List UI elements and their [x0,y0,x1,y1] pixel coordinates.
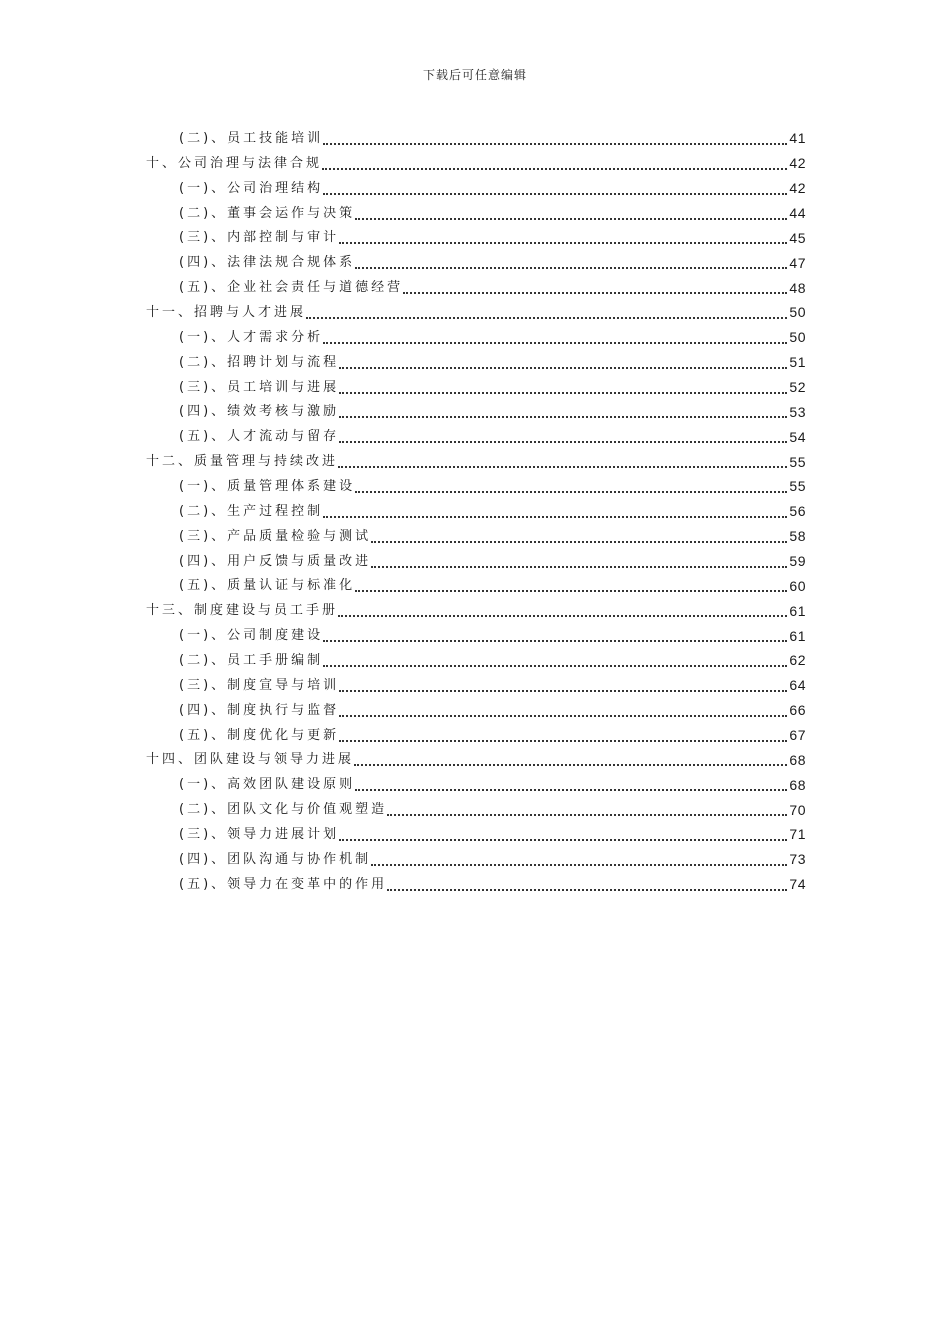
toc-section-entry[interactable] [146,474,806,499]
toc-entry-label: (一)、高效团队建设原则 [179,777,356,793]
toc-page-number: 64 [789,677,806,694]
toc-section-entry[interactable] [146,698,806,723]
toc-dot-leader [339,241,787,244]
toc-entry-label: (五)、企业社会责任与道德经营 [179,280,404,296]
toc-dot-leader [387,888,787,891]
toc-section-entry[interactable] [146,847,806,872]
table-of-contents [146,126,806,897]
toc-page-number: 55 [789,453,806,470]
toc-dot-leader [338,465,787,468]
toc-dot-leader [339,440,787,443]
toc-section-entry[interactable] [146,549,806,574]
toc-page-number: 67 [789,727,806,744]
toc-dot-leader [323,639,787,642]
toc-dot-leader [339,689,787,692]
toc-entry-label: (二)、员工手册编制 [179,652,324,668]
toc-entry-label: 十二、质量管理与持续改进 [146,454,339,470]
toc-section-entry[interactable] [146,250,806,275]
toc-page-number: 68 [789,751,806,768]
toc-entry-label: (二)、生产过程控制 [179,503,324,519]
toc-section-entry[interactable] [146,225,806,250]
toc-section-entry[interactable] [146,822,806,847]
toc-section-entry[interactable] [146,723,806,748]
toc-entry-label: 十、公司治理与法律合规 [146,155,323,171]
toc-page-number: 62 [789,652,806,669]
toc-entry-label: (三)、领导力进展计划 [179,826,340,842]
toc-dot-leader [355,589,787,592]
toc-section-entry[interactable] [146,126,806,151]
toc-page-number: 73 [789,851,806,868]
toc-entry-label: (二)、董事会运作与决策 [179,205,356,221]
toc-chapter-entry[interactable] [146,300,806,325]
toc-dot-leader [323,192,787,195]
toc-dot-leader [403,291,787,294]
toc-dot-leader [354,763,787,766]
toc-dot-leader [339,391,787,394]
toc-dot-leader [355,788,787,791]
toc-dot-leader [322,167,787,170]
toc-page-number: 48 [789,279,806,296]
toc-page-number: 42 [789,155,806,172]
toc-dot-leader [339,366,787,369]
toc-page-number: 71 [789,826,806,843]
toc-page-number: 58 [789,528,806,545]
toc-dot-leader [323,664,787,667]
toc-page-number: 61 [789,602,806,619]
toc-section-entry[interactable] [146,375,806,400]
toc-dot-leader [355,266,787,269]
toc-entry-label: (一)、公司制度建设 [179,628,324,644]
toc-entry-label: (四)、制度执行与监督 [179,702,340,718]
toc-dot-leader [338,614,787,617]
toc-section-entry[interactable] [146,872,806,897]
toc-entry-label: 十四、团队建设与领导力进展 [146,752,355,768]
toc-dot-leader [339,739,787,742]
toc-entry-label: 十三、制度建设与员工手册 [146,603,339,619]
toc-section-entry[interactable] [146,524,806,549]
toc-section-entry[interactable] [146,648,806,673]
toc-dot-leader [371,540,787,543]
toc-entry-label: (四)、团队沟通与协作机制 [179,851,372,867]
toc-page-number: 53 [789,403,806,420]
toc-section-entry[interactable] [146,201,806,226]
toc-entry-label: (一)、质量管理体系建设 [179,478,356,494]
toc-page-number: 61 [789,627,806,644]
toc-page-number: 44 [789,205,806,221]
toc-page-number: 60 [789,577,806,594]
page-header: 下载后可任意编辑 [422,68,527,82]
toc-entry-label: (四)、绩效考核与激励 [179,404,340,420]
toc-page-number: 56 [789,503,806,520]
toc-dot-leader [371,863,787,866]
toc-page-number: 68 [789,776,806,793]
toc-dot-leader [339,838,787,841]
toc-page-number: 52 [789,379,806,396]
toc-dot-leader [371,565,787,568]
toc-entry-label: (一)、公司治理结构 [179,180,324,196]
toc-page-number: 70 [789,801,806,818]
toc-entry-label: (一)、人才需求分析 [179,329,324,345]
toc-page-number: 47 [789,254,806,271]
toc-section-entry[interactable] [146,350,806,375]
toc-page-number: 45 [789,229,806,246]
toc-entry-label: (二)、员工技能培训 [179,130,324,146]
toc-entry-label: (五)、领导力在变革中的作用 [179,876,388,892]
toc-section-entry[interactable] [146,673,806,698]
toc-chapter-entry[interactable] [146,449,806,474]
toc-chapter-entry[interactable] [146,151,806,176]
toc-entry-label: (五)、人才流动与留存 [179,429,340,445]
toc-entry-label: (三)、制度宣导与培训 [179,677,340,693]
toc-entry-label: (五)、质量认证与标准化 [179,578,356,594]
toc-entry-label: (五)、制度优化与更新 [179,727,340,743]
toc-page-number: 74 [789,876,806,893]
toc-page-number: 66 [789,702,806,719]
toc-dot-leader [339,415,787,418]
toc-section-entry[interactable] [146,424,806,449]
toc-section-entry[interactable] [146,176,806,201]
toc-page-number: 54 [789,428,806,445]
toc-dot-leader [355,490,787,493]
toc-entry-label: (四)、用户反馈与质量改进 [179,553,372,569]
toc-entry-label: 十一、招聘与人才进展 [146,304,307,320]
toc-page-number: 50 [789,304,806,321]
toc-chapter-entry[interactable] [146,747,806,772]
toc-entry-label: (三)、员工培训与进展 [179,379,340,395]
toc-page-number: 51 [789,354,806,371]
toc-dot-leader [387,813,787,816]
toc-section-entry[interactable] [146,797,806,822]
toc-section-entry[interactable] [146,325,806,350]
toc-dot-leader [323,142,787,145]
toc-entry-label: (二)、招聘计划与流程 [179,354,340,370]
toc-dot-leader [339,714,787,717]
toc-page-number: 55 [789,478,806,495]
toc-page-number: 50 [789,329,806,346]
toc-entry-label: (四)、法律法规合规体系 [179,255,356,271]
toc-page-number: 59 [789,553,806,570]
toc-dot-leader [323,341,787,344]
toc-dot-leader [355,217,787,220]
toc-chapter-entry[interactable] [146,598,806,623]
toc-page-number: 41 [789,130,806,147]
toc-page-number: 42 [789,180,806,197]
toc-section-entry[interactable] [146,399,806,424]
toc-dot-leader [306,316,787,319]
toc-entry-label: (二)、团队文化与价值观塑造 [179,802,388,818]
toc-dot-leader [323,515,787,518]
toc-entry-label: (三)、内部控制与审计 [179,230,340,246]
toc-section-entry[interactable] [146,623,806,648]
toc-section-entry[interactable] [146,573,806,598]
toc-section-entry[interactable] [146,499,806,524]
toc-entry-label: (三)、产品质量检验与测试 [179,528,372,544]
toc-section-entry[interactable] [146,772,806,797]
toc-section-entry[interactable] [146,275,806,300]
